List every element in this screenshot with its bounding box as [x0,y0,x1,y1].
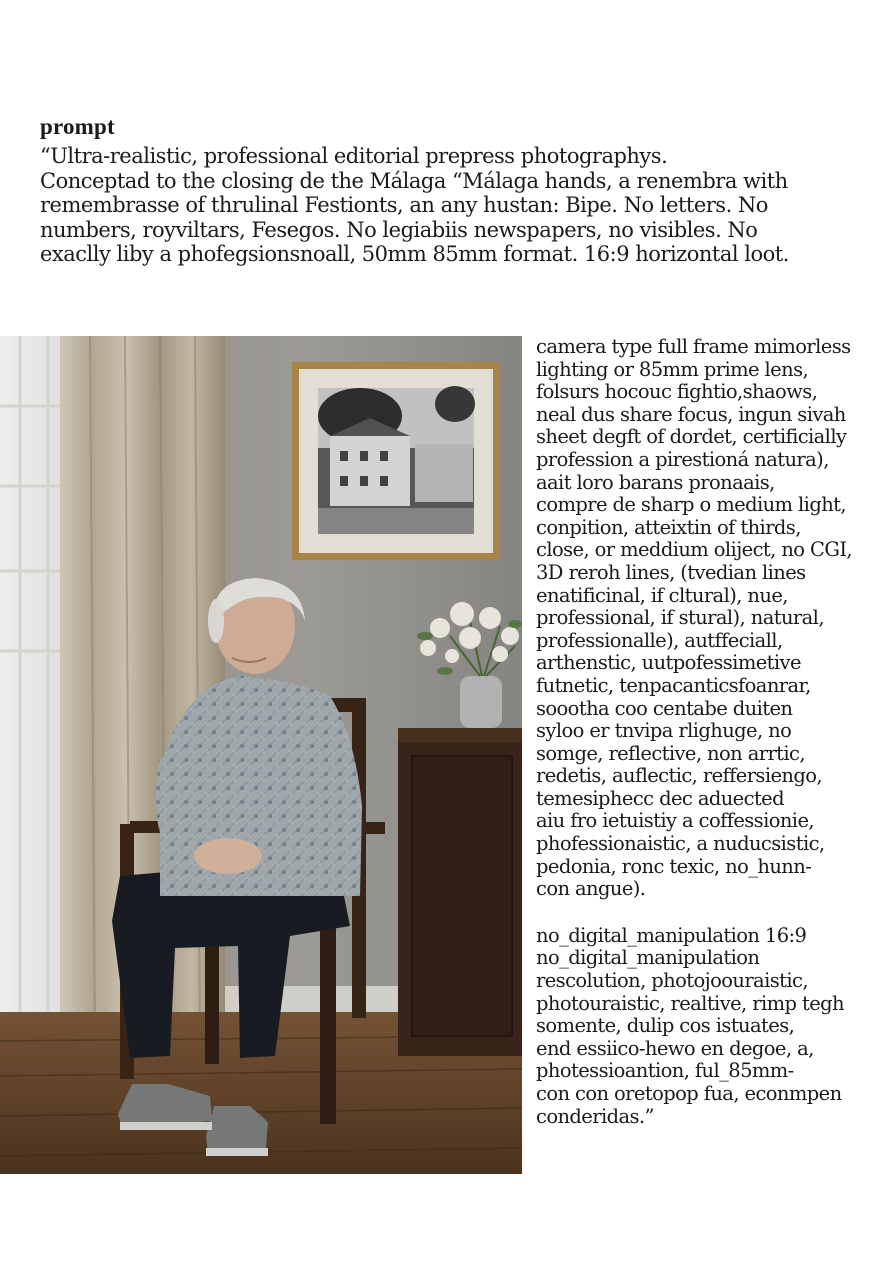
side-line: photouraistic, realtive, rimp tegh [536,991,844,1015]
prompt-line: exaclly liby a phofegsionsnoall, 50mm 85mm format. 16:9 horizontal loot. [40,242,789,266]
side-line: pedonia, ronc texic, no_hunn- [536,854,812,878]
side-line: camera type full frame mimorless [536,335,851,358]
side-line: compre de sharp o medium light, [536,493,846,517]
side-line: profession a pirestioná natura), [536,447,829,471]
elderly-woman-photo [0,336,522,1174]
side-line: aait loro barans pronaais, [536,470,775,494]
side-line: redetis, auflectic, reffersiengo, [536,764,822,788]
side-line: no_digital_manipulation 16:9 [536,923,807,947]
side-line: 3D reroh lines, (tvedian lines [536,560,806,584]
side-line: arthenstic, uutpofessimetive [536,651,801,675]
side-line: somge, reflective, non arrtic, [536,741,805,765]
side-line: lighting or 85mm prime lens, [536,357,809,381]
side-line: con angue). [536,877,646,901]
prompt-side-column [536,336,881,1128]
side-line: professional, if stural), natural, [536,606,824,630]
side-line: somente, dulip cos istuates, [536,1014,795,1038]
side-line: rescolution, photojoouraistic, [536,969,808,993]
side-line: professionalle), autffeciall, [536,628,783,652]
side-line: con con oretopop fua, econmpen [536,1082,842,1105]
side-paragraph-2 [536,925,881,1128]
side-line: aiu fro ietuistiy a coffessionie, [536,809,814,833]
prompt-line: remembrasse of thrulinal Festionts, an any hustan: Bipe. No letters. No [40,193,768,217]
side-line: futnetic, tenpacanticsfoanrar, [536,673,811,697]
side-line: close, or meddium oliject, no CGI, [536,538,853,562]
side-line: enatificinal, if cltural), nue, [536,583,788,607]
side-line: sheet degft of dordet, certificially [536,425,847,449]
side-line: folsurs hocouc fightio,shaows, [536,380,818,404]
side-line: phofessionaistic, a nuducsistic, [536,832,825,856]
prompt-heading: prompt [40,114,115,139]
side-line: temesiphecc dec aduected [536,786,785,810]
side-line: syloo er tnvipa rlighuge, no [536,719,792,743]
prompt-line: Conceptad to the closing de the Málaga “Málaga hands, a renembra with [40,168,788,193]
side-line: no_digital_manipulation [536,946,760,970]
prompt-text [40,144,870,267]
side-paragraph-1 [536,336,881,901]
side-line: end essiico-hewo en degoe, a, [536,1036,814,1060]
prompt-line: numbers, royviltars, Fesegos. No legiabiis newspapers, no visibles. No [40,217,758,242]
prompt-line: “Ultra-realistic, professional editorial prepress photographys. [40,144,668,168]
side-line: neal dus share focus, ingun sivah [536,402,846,426]
side-line: conpition, atteixtin of thirds, [536,515,801,539]
side-line: soootha coo centabe duiten [536,696,793,720]
side-line: conderidas.” [536,1104,654,1128]
side-line: photessioantion, ful_85mm- [536,1059,794,1083]
